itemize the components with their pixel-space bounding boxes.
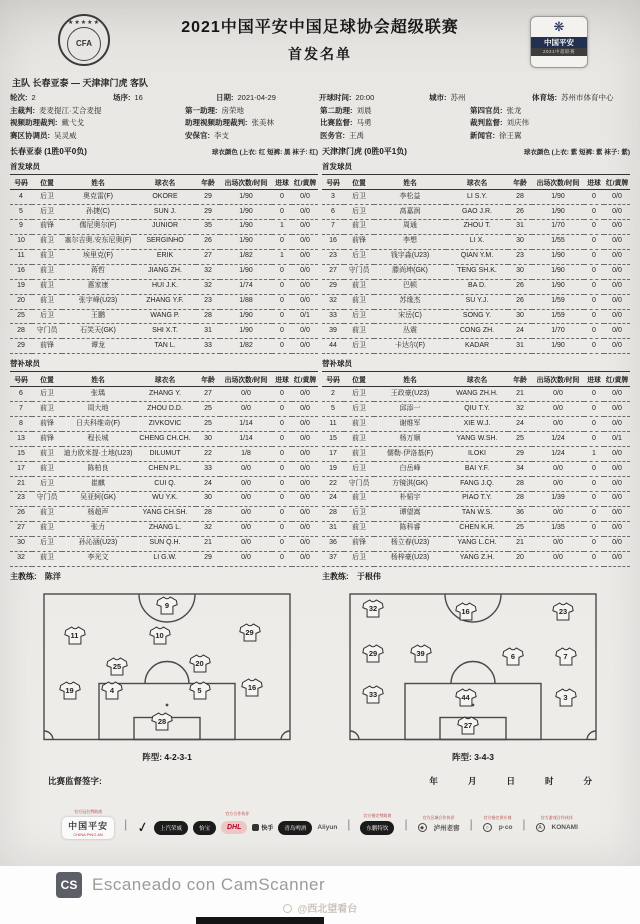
- info-value: 吴灵威: [54, 130, 77, 140]
- info-value: 2021-04-29: [237, 93, 276, 102]
- player-shirt-icon: 10: [149, 626, 171, 645]
- player-row: 11 前卫 谢维军 XIE W.J. 24 0/0 0 0/0: [322, 417, 630, 432]
- away-team-column: [322, 146, 630, 582]
- info-value: 苏州: [450, 93, 466, 102]
- sponsor-divider: |: [404, 816, 408, 831]
- pingan-logo: [62, 817, 114, 839]
- player-shirt-icon: 3: [555, 688, 577, 707]
- sponsor-text: 泸州老窖: [433, 825, 460, 833]
- pingan-text: 中国平安: [68, 820, 109, 831]
- player-row: 32 前卫 李光文 LI G.W. 29 0/0 0 0/0: [10, 551, 318, 566]
- player-row: 23 后卫 钱宇淼(U23) QIAN Y.M. 23 1/90 0 0/0: [322, 249, 630, 264]
- player-row: 21 后卫 崔麒 CUI Q. 24 0/0 0 0/0: [10, 476, 318, 491]
- home-starters-table: [10, 174, 318, 354]
- info-label: 裁判监督:: [470, 118, 503, 127]
- player-row: 44 后卫 卡达尔(F) KADAR 31 1/90 0 0/0: [322, 339, 630, 354]
- player-row: 30 后卫 孙沁涵(U23) SUN Q.H. 21 0/0 0 0/0: [10, 536, 318, 551]
- away-formation-line: [348, 751, 598, 763]
- column-header: 年龄: [196, 175, 220, 190]
- away-team-name: 天津津门虎 (0胜0平1负): [322, 147, 407, 156]
- weibo-icon: [283, 904, 292, 913]
- coach-label: 主教练:: [10, 571, 37, 581]
- info-value: 苏州市体育中心: [561, 93, 614, 102]
- player-row: 13 前锋 程长城 CHENG CH.CH. 30 1/14 0 0/0: [10, 432, 318, 447]
- player-shirt-icon: 16: [241, 678, 263, 697]
- player-shirt-icon: 33: [362, 685, 384, 704]
- sponsor-divider: |: [347, 816, 351, 831]
- column-header: 球衣名: [446, 175, 508, 190]
- column-header: 进球: [584, 372, 604, 387]
- column-header: 出场次数/时间: [220, 372, 272, 387]
- player-row: 11 前卫 埃里克(F) ERIK 27 1/82 1 0/0: [10, 249, 318, 264]
- info-label: 轮次:: [10, 93, 28, 102]
- away-subs-table: [322, 371, 630, 566]
- sponsor-group: [360, 813, 394, 835]
- scan-edge-bar: [196, 917, 324, 924]
- player-shirt-icon: 5: [189, 681, 211, 700]
- watermark-text: @西北望看台: [297, 904, 358, 915]
- sponsor-strip: [10, 809, 630, 839]
- player-shirt-icon: 23: [552, 602, 574, 621]
- player-row: 33 后卫 宋岳(C) SONG Y. 30 1/59 0 0/0: [322, 309, 630, 324]
- player-row: 19 前卫 惠家康 HUI J.K. 32 1/74 0 0/0: [10, 279, 318, 294]
- player-row: 29 前锋 谭龙 TAN L. 33 1/82 0 0/0: [10, 339, 318, 354]
- player-shirt-icon: 9: [156, 596, 178, 615]
- column-header: 位置: [32, 175, 62, 190]
- camscanner-text: Escaneado con CamScanner: [92, 875, 326, 894]
- player-row: 6 后卫 高嘉润 GAO J.R. 26 1/90 0 0/0: [322, 204, 630, 219]
- supervisor-signature-label: 比赛监督签字:: [48, 775, 102, 786]
- player-shirt-icon: 19: [59, 681, 81, 700]
- column-header: 位置: [32, 372, 62, 387]
- away-pitch: [348, 592, 598, 747]
- csl-badge-sub: 2021中超联赛: [531, 48, 587, 56]
- column-header: 年龄: [508, 372, 532, 387]
- sponsor-pill: 青岛啤酒: [278, 821, 312, 835]
- player-row: 28 后卫 谭望嵩 TAN W.S. 36 0/0 0 0/0: [322, 506, 630, 521]
- csl-badge-band: 中国平安: [531, 37, 587, 48]
- column-header: 位置: [344, 372, 374, 387]
- home-coach-line: [10, 571, 318, 582]
- table-header-row: [322, 175, 630, 190]
- home-team-name: 长春亚泰 (1胜0平0负): [10, 147, 87, 156]
- home-subs-label: 替补球员: [10, 359, 40, 369]
- info-value: 马勇: [356, 118, 372, 127]
- info-label: 城市:: [429, 93, 447, 102]
- info-label: 新闻官:: [470, 130, 495, 140]
- player-row: 15 前卫 杨万顺 YANG W.SH. 25 1/24 0 0/1: [322, 432, 630, 447]
- info-label: 日期:: [216, 93, 234, 102]
- player-row: 10 前卫 塞尔吉奥.安东尼奥(F) SERGINHO 26 1/90 0 0/0: [10, 234, 318, 249]
- ea-logo: A: [536, 823, 545, 832]
- date-field-hour: 时: [544, 775, 554, 786]
- officials-row: [10, 130, 630, 143]
- player-row: 17 前卫 儒勒·伊洛基(F) ILOKI 29 1/24 1 0/0: [322, 447, 630, 462]
- info-label: 第四官员:: [470, 105, 503, 115]
- table-header-row: [10, 175, 318, 190]
- info-value: 房荣地: [221, 105, 244, 115]
- camscanner-footer: [0, 866, 640, 924]
- sponsor-group: [536, 815, 578, 832]
- info-label: 体育场:: [532, 93, 557, 102]
- sponsor-group: [483, 815, 513, 832]
- home-pitch: [42, 592, 292, 747]
- info-value: 徐王翼: [499, 130, 522, 140]
- player-shirt-icon: 7: [555, 647, 577, 666]
- away-starters-label: 首发球员: [322, 162, 352, 171]
- camscanner-icon: CS: [56, 872, 82, 898]
- formation-diagrams: [10, 592, 630, 763]
- sponsor-group: [137, 811, 337, 836]
- cfa-logo: [58, 14, 110, 66]
- player-row: 31 前卫 陈科睿 CHEN K.R. 25 1/35 0 0/0: [322, 521, 630, 536]
- player-shirt-icon: 39: [410, 644, 432, 663]
- column-header: 进球: [584, 175, 604, 190]
- player-row: 27 前卫 张力 ZHANG L. 32 0/0 0 0/0: [10, 521, 318, 536]
- player-row: 4 后卫 奥克雷(F) OKORE 29 1/90 0 0/0: [10, 190, 318, 205]
- player-row: 6 后卫 张瑀 ZHANG Y. 27 0/0 0 0/0: [10, 387, 318, 402]
- info-value: 戴弋戈: [61, 118, 84, 127]
- home-formation-value: 4-2-3-1: [164, 751, 192, 762]
- formation-label: 阵型:: [142, 751, 163, 762]
- dhl-logo: DHL: [221, 821, 247, 834]
- sponsor-pill: 怡宝: [193, 821, 216, 835]
- home-starters-label: 首发球员: [10, 162, 40, 171]
- csl-badge-icon: ❋: [553, 19, 565, 34]
- formation-label: 阵型:: [451, 751, 472, 762]
- sponsor-pill: 上汽荣威: [154, 821, 188, 835]
- column-header: 红/黄牌: [292, 372, 318, 387]
- player-row: 27 守门员 滕尚坤(GK) TENG SH.K. 30 1/90 0 0/0: [322, 264, 630, 279]
- pingan-subtext: CHINA PING AN: [73, 831, 103, 837]
- player-row: 37 后卫 杨梓豪(U23) YANG Z.H. 20 0/0 0 0/0: [322, 551, 630, 566]
- home-formation: [42, 592, 292, 763]
- date-field-year: 年: [429, 775, 438, 786]
- player-shirt-icon: 32: [362, 599, 384, 618]
- column-header: 姓名: [62, 175, 134, 190]
- sponsor-group-label: 官方指定供应商: [483, 815, 512, 821]
- player-row: 8 前锋 日夫科维奇(F) ZIVKOVIC 25 1/14 0 0/0: [10, 417, 318, 432]
- player-row: 20 前卫 张宇峰(U23) ZHANG Y.F. 23 1/88 0 0/0: [10, 294, 318, 309]
- player-row: 29 前卫 巴顿 BA D. 26 1/90 0 0/0: [322, 279, 630, 294]
- nike-swoosh-icon: ✓: [135, 818, 151, 837]
- column-header: 位置: [344, 175, 374, 190]
- info-value: 16: [134, 93, 143, 102]
- info-value: 刘晨: [356, 105, 372, 115]
- player-row: 22 守门员 方镜淇(GK) FANG J.Q. 28 0/0 0 0/0: [322, 476, 630, 491]
- page-title: 2021中国平安中国足球协会超级联赛: [181, 19, 459, 36]
- home-team-column: [10, 146, 318, 582]
- player-row: 39 前卫 丛震 CONG ZH. 24 1/70 0 0/0: [322, 324, 630, 339]
- away-formation-value: 3-4-3: [474, 751, 495, 762]
- column-header: 出场次数/时间: [532, 175, 584, 190]
- kuaishou-icon: [252, 824, 259, 831]
- signature-row: [48, 775, 592, 787]
- matchup-line: 主队 长春亚泰 — 天津津门虎 客队: [12, 78, 149, 88]
- column-header: 年龄: [196, 372, 220, 387]
- player-row: 2 后卫 王政豪(U23) WANG ZH.H. 21 0/0 0 0/0: [322, 387, 630, 402]
- kuaishou-logo: 快手: [252, 823, 273, 832]
- info-label: 赛区协调员:: [10, 130, 50, 140]
- player-row: 16 前卫 蒋哲 JIANG ZH. 32 1/90 0 0/0: [10, 264, 318, 279]
- player-row: 28 守门员 石笑天(GK) SHI X.T. 31 1/90 0 0/0: [10, 324, 318, 339]
- column-header: 红/黄牌: [604, 372, 630, 387]
- sponsor-text: p·co: [498, 824, 513, 832]
- coach-label: 主教练:: [322, 571, 349, 581]
- table-header-row: [322, 372, 630, 387]
- date-field-day: 日: [506, 775, 515, 786]
- sponsor-divider: |: [522, 816, 526, 831]
- sponsor-group-label: 官方冠名赞助商: [74, 808, 103, 814]
- info-label: 第二助理:: [320, 105, 353, 115]
- info-value: 张龙: [506, 105, 522, 115]
- column-header: 号码: [10, 175, 32, 190]
- player-row: 16 前锋 李想 LI X. 30 1/55 0 0/0: [322, 234, 630, 249]
- sponsor-group: [62, 809, 114, 839]
- column-header: 球衣名: [134, 372, 196, 387]
- info-label: 视频助理裁判:: [10, 118, 58, 127]
- away-starters-table: [322, 174, 630, 354]
- player-row: 32 前卫 苏缘杰 SU Y.J. 26 1/59 0 0/0: [322, 294, 630, 309]
- info-value: 2: [31, 93, 36, 102]
- konami-logo: KONAMI: [551, 824, 578, 832]
- column-header: 姓名: [374, 372, 446, 387]
- column-header: 出场次数/时间: [220, 175, 272, 190]
- sponsor-divider: |: [469, 816, 473, 831]
- player-shirt-icon: 29: [362, 644, 384, 663]
- player-shirt-icon: 11: [64, 626, 86, 645]
- player-row: 5 后卫 孙捷(C) SUN J. 29 1/90 0 0/0: [10, 204, 318, 219]
- match-info-row: [10, 92, 630, 105]
- player-shirt-icon: 25: [106, 657, 128, 676]
- info-label: 安保官:: [185, 130, 210, 140]
- info-value: 刘庆伟: [506, 118, 529, 127]
- player-shirt-icon: 44: [455, 688, 477, 707]
- weibo-watermark: [0, 900, 640, 915]
- info-value: 麦麦提江·艾合麦提: [39, 105, 102, 115]
- column-header: 号码: [10, 372, 32, 387]
- column-header: 号码: [322, 372, 344, 387]
- player-shirt-icon: 28: [151, 712, 173, 731]
- aliyun-logo: Aliyun: [317, 824, 338, 832]
- date-fields: [429, 775, 592, 787]
- player-shirt-icon: 4: [101, 681, 123, 700]
- player-row: 36 前锋 杨立春(U23) YANG L.CH. 21 0/0 0 0/0: [322, 536, 630, 551]
- team-tables: [10, 146, 630, 582]
- info-label: 开球时间:: [319, 93, 352, 102]
- home-formation-line: [42, 751, 292, 763]
- column-header: 姓名: [374, 175, 446, 190]
- column-header: 号码: [322, 175, 344, 190]
- home-subs-table: [10, 371, 318, 566]
- sponsor-divider: |: [124, 816, 128, 831]
- info-label: 比赛监督:: [320, 118, 353, 127]
- cfa-text: CFA: [67, 27, 101, 61]
- column-header: 红/黄牌: [604, 175, 630, 190]
- player-row: 24 前卫 朴韬宇 PIAO T.Y. 28 1/39 0 0/0: [322, 491, 630, 506]
- column-header: 红/黄牌: [292, 175, 318, 190]
- info-value: 王禹: [349, 130, 364, 140]
- info-value: 张美林: [251, 118, 274, 127]
- sponsor-round-icon: ○: [483, 823, 492, 832]
- home-coach-name: 陈洋: [44, 571, 61, 581]
- column-header: 姓名: [62, 372, 134, 387]
- column-header: 出场次数/时间: [532, 372, 584, 387]
- player-row: 7 前卫 周大地 ZHOU D.D. 25 0/0 0 0/0: [10, 402, 318, 417]
- player-row: 26 前卫 杨超声 YANG CH.SH. 28 0/0 0 0/0: [10, 506, 318, 521]
- player-row: 19 后卫 白岳峰 BAI Y.F. 34 0/0 0 0/0: [322, 462, 630, 477]
- officials-row: [10, 117, 630, 130]
- info-label: 助理视频助理裁判:: [185, 118, 248, 127]
- column-header: 进球: [272, 175, 292, 190]
- sponsor-pill: 东鹏特饮: [360, 821, 394, 835]
- away-kit-colors: 球衣颜色 (上衣: 紫 短裤: 紫 袜子: 紫): [523, 149, 630, 156]
- date-field-minute: 分: [583, 775, 592, 786]
- player-shirt-icon: 20: [189, 654, 211, 673]
- sponsor-group-label: 官方游戏合作伙伴: [540, 815, 573, 821]
- column-header: 进球: [272, 372, 292, 387]
- home-kit-colors: 球衣颜色 (上衣: 红 短裤: 黑 袜子: 红): [211, 149, 318, 156]
- column-header: 年龄: [508, 175, 532, 190]
- sponsor-group-label: 官方合作伙伴: [225, 811, 250, 817]
- player-row: 17 前卫 陈柏良 CHEN P.L. 33 0/0 0 0/0: [10, 462, 318, 477]
- officials-row: [10, 105, 630, 118]
- player-row: 7 前卫 周通 ZHOU T. 31 1/70 0 0/0: [322, 219, 630, 234]
- column-header: 球衣名: [134, 175, 196, 190]
- player-shirt-icon: 27: [457, 716, 479, 735]
- away-coach-name: 于根伟: [356, 571, 381, 581]
- info-label: 主裁判:: [10, 105, 35, 115]
- page-subtitle: 首发名单: [288, 46, 352, 62]
- sponsor-round-icon: ◆: [418, 823, 427, 832]
- player-shirt-icon: 29: [239, 623, 261, 642]
- info-label: 医务官:: [320, 130, 345, 140]
- away-subs-label: 替补球员: [322, 359, 352, 369]
- info-value: 李支: [214, 130, 229, 140]
- player-row: 5 后卫 邱添一 QIU T.Y. 32 0/0 0 0/0: [322, 402, 630, 417]
- player-row: 15 前卫 迪力欧米提·土地(U23) DILUMUT 22 1/8 0 0/0: [10, 447, 318, 462]
- player-row: 3 后卫 李松益 LI S.Y. 28 1/90 0 0/0: [322, 190, 630, 205]
- date-field-month: 月: [467, 775, 477, 786]
- info-value: 20:00: [355, 93, 375, 102]
- info-label: 第一助理:: [185, 105, 218, 115]
- player-row: 23 守门员 吴亚轲(GK) WU Y.K. 30 0/0 0 0/0: [10, 491, 318, 506]
- table-header-row: [10, 372, 318, 387]
- csl-badge: [530, 16, 588, 68]
- sponsor-group-label: 官方指定赞助商: [363, 812, 392, 818]
- info-label: 场序:: [113, 93, 131, 102]
- sponsor-group: [418, 815, 460, 832]
- player-shirt-icon: 16: [455, 602, 477, 621]
- column-header: 球衣名: [446, 372, 508, 387]
- away-formation: [348, 592, 598, 763]
- cfa-stars: ★★★★★: [68, 19, 100, 26]
- player-shirt-icon: 6: [502, 647, 524, 666]
- player-row: 25 后卫 王鹏 WANG P. 28 1/90 0 0/1: [10, 309, 318, 324]
- header: [10, 8, 630, 74]
- player-row: 9 前锋 儒尼奥尔(F) JUNIOR 35 1/90 1 0/0: [10, 219, 318, 234]
- sponsor-group-label: 官方区域合作伙伴: [422, 815, 455, 821]
- away-coach-line: [322, 571, 630, 582]
